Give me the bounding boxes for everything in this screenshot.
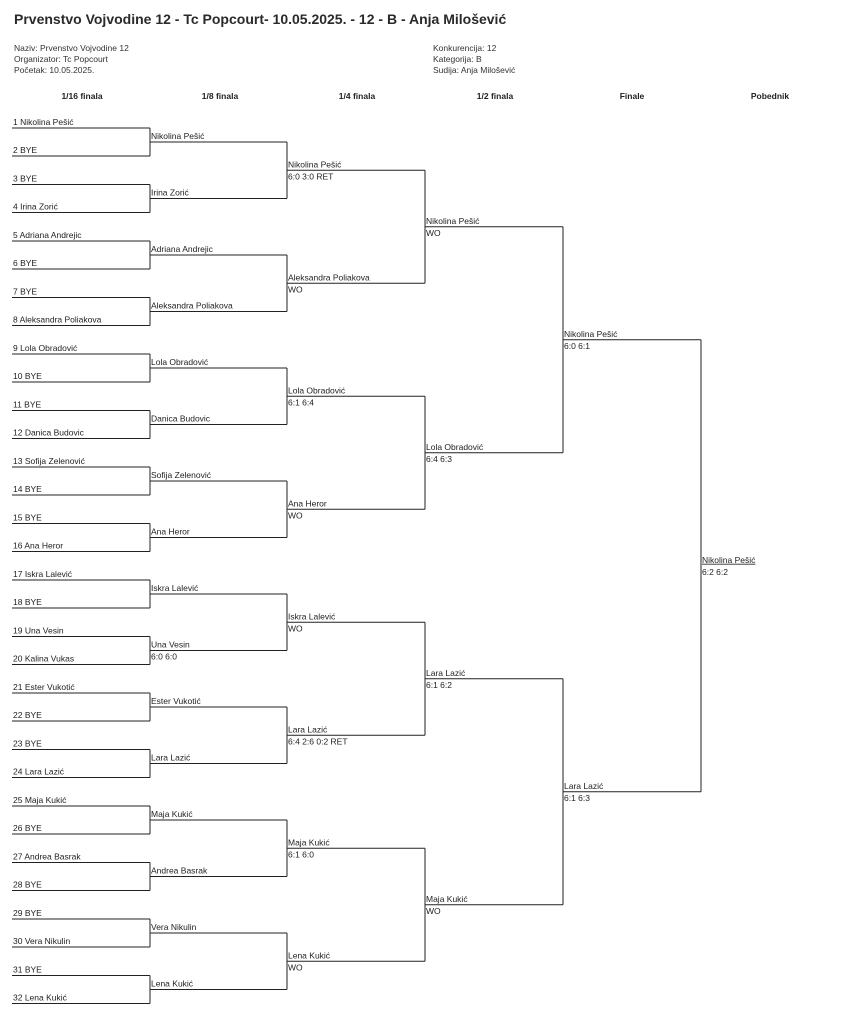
player-name: Aleksandra Poliakova [288, 272, 370, 283]
player-name: 27 Andrea Basrak [13, 851, 81, 862]
player-name: 4 Irina Zorić [13, 201, 58, 212]
player-name: 9 Lola Obradović [13, 343, 78, 353]
match-score: WO [426, 227, 441, 238]
player-name: 11 BYE [13, 399, 42, 410]
match-score: 6:4 2:6 0:2 RET [288, 736, 348, 747]
player-name: Andrea Basrak [151, 865, 208, 876]
player-name: 32 Lena Kukić [13, 992, 67, 1003]
player-name: Lena Kukić [151, 978, 194, 989]
player-name: Maja Kukić [426, 893, 468, 904]
player-name: 1 Nikolina Pešić [13, 117, 74, 127]
player-name: 13 Sofija Zelenović [13, 456, 85, 466]
player-name: Lola Obradović [151, 357, 209, 367]
round-header-1-16: 1/16 finala [61, 91, 103, 101]
info-referee: Sudija: Anja Milošević [433, 65, 516, 76]
player-name: Nikolina Pešić [151, 131, 205, 141]
player-name: 5 Adriana Andrejic [13, 230, 82, 240]
player-name: Ana Heror [151, 526, 190, 537]
match-score: 6:1 6:3 [564, 792, 590, 803]
player-name: Lara Lazić [426, 667, 466, 678]
player-name: Lola Obradović [288, 385, 346, 396]
player-name: 26 BYE [13, 823, 42, 833]
info-start-date: Početak: 10.05.2025. [14, 65, 95, 76]
player-name: 19 Una Vesin [13, 625, 64, 636]
player-name: 18 BYE [13, 597, 42, 607]
player-name: 17 Iskra Lalević [13, 569, 73, 579]
player-name: Adriana Andrejic [151, 244, 213, 254]
player-name: Danica Budovic [151, 413, 211, 424]
player-name: 30 Vera Nikulin [13, 936, 71, 946]
player-name: Sofija Zelenović [151, 470, 212, 480]
round-header-1-2: 1/2 finala [476, 91, 514, 101]
player-name: Lara Lazić [151, 752, 191, 763]
player-name: Iskra Lalević [288, 611, 336, 622]
round-header-winner: Pobednik [750, 91, 790, 101]
round-header-final: Finale [619, 91, 645, 101]
player-name: 29 BYE [13, 908, 42, 918]
player-name: Lola Obradović [426, 441, 484, 452]
player-name: 3 BYE [13, 173, 38, 184]
player-name: Vera Nikulin [151, 922, 197, 932]
player-name: 28 BYE [13, 879, 42, 890]
info-name: Naziv: Prvenstvo Vojvodine 12 [14, 43, 129, 53]
player-name: Lara Lazić [288, 724, 328, 735]
round-header-1-8: 1/8 finala [201, 91, 239, 101]
round-header-1-4: 1/4 finala [338, 91, 376, 101]
info-competition: Konkurencija: 12 [433, 43, 497, 53]
player-name: 15 BYE [13, 512, 42, 523]
match-score: WO [288, 623, 303, 634]
match-score: WO [288, 510, 303, 521]
player-name: Ana Heror [288, 498, 327, 509]
player-name: Aleksandra Poliakova [151, 300, 233, 311]
player-name: 31 BYE [13, 964, 42, 975]
player-name: Irina Zorić [151, 187, 189, 198]
match-score: 6:0 6:0 [151, 651, 177, 662]
player-name: 10 BYE [13, 371, 42, 381]
player-name: 20 Kalina Vukas [13, 653, 75, 664]
match-score: 6:1 6:4 [288, 397, 314, 408]
player-name: 14 BYE [13, 484, 42, 494]
info-organizer: Organizator: Tc Popcourt [14, 54, 108, 65]
player-name: Maja Kukić [151, 809, 193, 819]
match-score: 6:0 6:1 [564, 340, 590, 351]
player-name: Lena Kukić [288, 950, 331, 961]
player-name: 2 BYE [13, 145, 38, 155]
player-name: 7 BYE [13, 286, 38, 297]
player-name: 21 Ester Vukotić [13, 682, 75, 692]
player-name: Nikolina Pešić [288, 159, 342, 170]
player-name: 8 Aleksandra Poliakova [13, 314, 102, 325]
match-score: 6:2 6:2 [702, 566, 728, 577]
player-name: Ester Vukotić [151, 696, 201, 706]
match-score: WO [288, 284, 303, 295]
player-name: 16 Ana Heror [13, 540, 64, 551]
page-title: Prvenstvo Vojvodine 12 - Tc Popcourt- 10.05.2025. - 12 - B - Anja Milošević [14, 11, 507, 27]
player-name: Una Vesin [151, 639, 190, 650]
player-name: Iskra Lalević [151, 583, 199, 593]
match-score: 6:0 3:0 RET [288, 171, 334, 182]
player-name: 22 BYE [13, 710, 42, 720]
player-name: Nikolina Pešić [426, 215, 480, 226]
player-name: 6 BYE [13, 258, 38, 268]
player-name: 23 BYE [13, 738, 42, 749]
match-score: WO [426, 905, 441, 916]
match-score: WO [288, 962, 303, 973]
player-name: Lara Lazić [564, 780, 604, 791]
info-category: Kategorija: B [433, 54, 482, 65]
match-score: 6:1 6:0 [288, 849, 314, 860]
player-name: Nikolina Pešić [564, 328, 618, 339]
player-name: Maja Kukić [288, 837, 330, 848]
player-name: 25 Maja Kukić [13, 795, 67, 805]
player-name: 24 Lara Lazić [13, 766, 65, 777]
player-name: Nikolina Pešić [702, 554, 756, 565]
match-score: 6:4 6:3 [426, 453, 452, 464]
player-name: 12 Danica Budovic [13, 427, 84, 438]
match-score: 6:1 6:2 [426, 679, 452, 690]
